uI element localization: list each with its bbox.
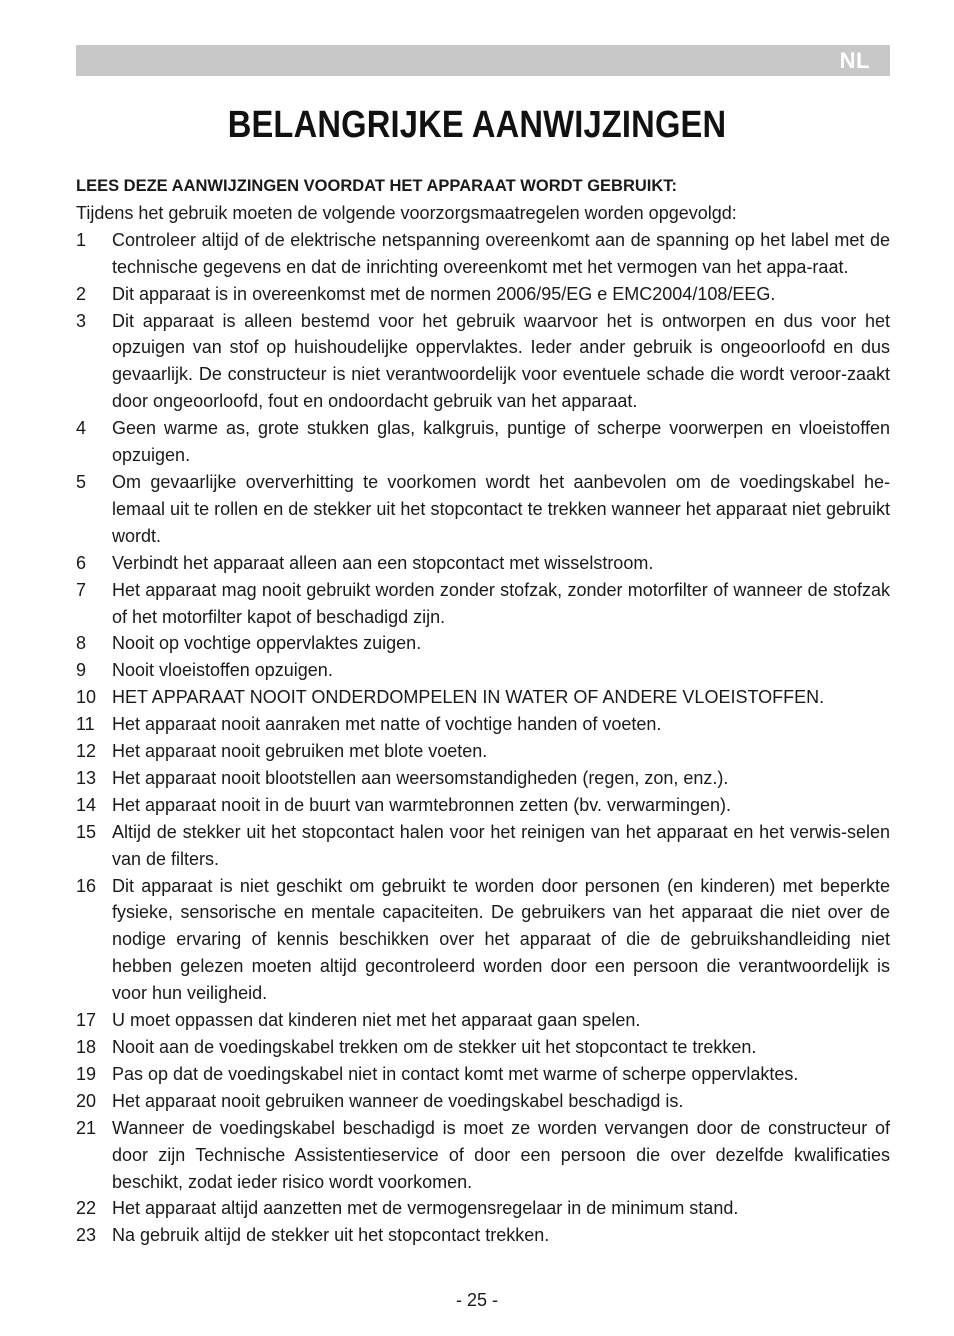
item-number: 1 — [76, 229, 87, 250]
page-number: - 25 - — [455, 1290, 498, 1310]
item-number: 12 — [76, 741, 97, 762]
list-item — [76, 1088, 890, 1115]
item-number: 21 — [76, 1117, 97, 1138]
list-item — [76, 1195, 890, 1222]
item-number: 20 — [76, 1090, 97, 1111]
intro-text: Tijdens het gebruik moeten de volgende voorzorgsmaatregelen worden opgevolgd: — [76, 202, 737, 223]
list-item — [76, 1034, 890, 1061]
item-number: 10 — [76, 687, 97, 708]
item-text: Dit apparaat is alleen bestemd voor het gebruik waarvoor het is ontworpen en dus voor het opzuigen van stof op huishoudelijke oppervlaktes. Ieder ander gebruik is ongeoorloofd en dus gevaarlijk. De constructeur is niet verantwoordelijk voor eventuele schade die wordt veroor-zaakt door ongeoorloofd, fout en ondoordacht gebruik van het apparaat. — [112, 310, 890, 412]
item-text: Het apparaat nooit in de buurt van warmtebronnen zetten (bv. verwarmingen). — [112, 794, 732, 815]
item-text: Wanneer de voedingskabel beschadigd is moet ze worden vervangen door de constructeur of door zijn Technische Assistentieservice of door een persoon die over dezelfde kwalificaties beschikt, zodat ieder risico wordt voorkomen. — [112, 1117, 890, 1192]
item-text: Verbindt het apparaat alleen aan een stopcontact met wisselstroom. — [112, 552, 654, 573]
list-item — [76, 684, 890, 711]
list-item — [76, 819, 890, 873]
item-number: 2 — [76, 283, 87, 304]
list-item — [76, 1007, 890, 1034]
list-item — [76, 469, 890, 550]
item-number: 16 — [76, 875, 97, 896]
item-number: 4 — [76, 418, 87, 439]
item-text: Om gevaarlijke oververhitting te voorkomen wordt het aanbevolen om de voedingskabel he-lemaal uit te rollen en de stekker uit het stopcontact te trekken wanneer het apparaat niet gebruikt wordt. — [112, 471, 890, 546]
item-number: 11 — [76, 714, 95, 735]
list-item — [76, 738, 890, 765]
item-text: Het apparaat mag nooit gebruikt worden zonder stofzak, zonder motorfilter of wanneer de stofzak of het motorfilter kapot of beschadigd zijn. — [112, 579, 890, 627]
item-number: 7 — [76, 579, 87, 600]
section-subheading: LEES DEZE AANWIJZINGEN VOORDAT HET APPARAAT WORDT GEBRUIKT: — [76, 177, 678, 195]
list-item — [76, 1115, 890, 1196]
list-item — [76, 711, 890, 738]
item-text: Het apparaat altijd aanzetten met de vermogensregelaar in de minimum stand. — [112, 1198, 739, 1219]
item-number: 9 — [76, 660, 87, 681]
item-text: Dit apparaat is in overeenkomst met de normen 2006/95/EG e EMC2004/108/EEG. — [112, 283, 776, 304]
list-item — [76, 281, 890, 308]
item-number: 23 — [76, 1225, 97, 1246]
list-item — [76, 308, 890, 416]
list-item — [76, 550, 890, 577]
item-text: Nooit op vochtige oppervlaktes zuigen. — [112, 633, 422, 654]
item-text: Na gebruik altijd de stekker uit het stopcontact trekken. — [112, 1225, 550, 1246]
language-code: NL — [839, 48, 870, 73]
item-text: Altijd de stekker uit het stopcontact halen voor het reinigen van het apparaat en het verwis-selen van de filters. — [112, 821, 890, 869]
item-text: Het apparaat nooit gebruiken wanneer de voedingskabel beschadigd is. — [112, 1090, 684, 1111]
list-item — [76, 873, 890, 1008]
item-number: 19 — [76, 1063, 97, 1084]
item-text: Het apparaat nooit blootstellen aan weersomstandigheden (regen, zon, enz.). — [112, 767, 729, 788]
item-number: 3 — [76, 310, 87, 331]
list-item — [76, 1222, 890, 1249]
list-item — [76, 792, 890, 819]
item-text: Het apparaat nooit aanraken met natte of vochtige handen of voeten. — [112, 714, 662, 735]
list-item — [76, 577, 890, 631]
list-item — [76, 227, 890, 281]
item-text: Pas op dat de voedingskabel niet in contact komt met warme of scherpe oppervlaktes. — [112, 1063, 799, 1084]
item-text: Dit apparaat is niet geschikt om gebruikt te worden door personen (en kinderen) met beperkte fysieke, sensorische en mentale capaciteiten. De gebruikers van het apparaat die niet over de nodige ervaring of kennis beschikken over het apparaat of die de gebruikshandleiding niet hebben gelezen moeten altijd gecontroleerd worden door een persoon die verantwoordelijk is voor hun veiligheid. — [112, 875, 890, 1004]
instructions-list — [76, 227, 890, 1249]
item-number: 8 — [76, 633, 87, 654]
item-number: 15 — [76, 821, 97, 842]
item-text: Nooit vloeistoffen opzuigen. — [112, 660, 333, 681]
list-item — [76, 415, 890, 469]
language-header-bar — [76, 45, 890, 76]
item-number: 17 — [76, 1010, 97, 1031]
item-number: 22 — [76, 1198, 97, 1219]
item-text: HET APPARAAT NOOIT ONDERDOMPELEN IN WATER OF ANDERE VLOEISTOFFEN. — [112, 687, 825, 708]
item-text: U moet oppassen dat kinderen niet met het apparaat gaan spelen. — [112, 1010, 641, 1031]
item-text: Nooit aan de voedingskabel trekken om de stekker uit het stopcontact te trekken. — [112, 1037, 757, 1057]
list-item — [76, 657, 890, 684]
item-text: Controleer altijd of de elektrische netspanning overeenkomt aan de spanning op het label met de technische gegevens en dat de inrichting overeenkomt met het vermogen van het appa-raat. — [112, 229, 890, 277]
item-number: 13 — [76, 767, 97, 788]
item-number: 18 — [76, 1037, 97, 1057]
list-item — [76, 765, 890, 792]
page-title: BELANGRIJKE AANWIJZINGEN — [227, 104, 727, 146]
list-item — [76, 630, 890, 657]
item-number: 14 — [76, 794, 97, 815]
instructions-body — [76, 173, 890, 1249]
item-number: 5 — [76, 471, 87, 492]
item-text: Het apparaat nooit gebruiken met blote voeten. — [112, 741, 488, 762]
list-item — [76, 1061, 890, 1088]
item-number: 6 — [76, 552, 87, 573]
item-text: Geen warme as, grote stukken glas, kalkgruis, puntige of scherpe voorwerpen en vloeistoffen opzuigen. — [112, 418, 890, 466]
